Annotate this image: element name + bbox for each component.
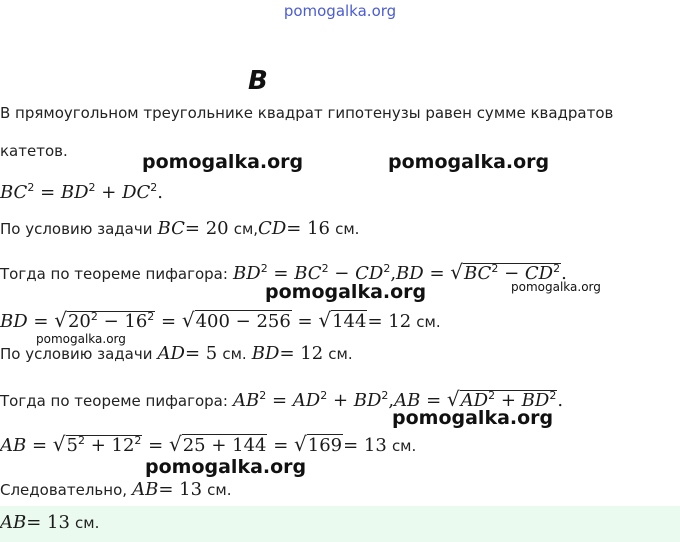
- t1-exp-2: 2: [321, 262, 329, 275]
- c2-r1: 5: [66, 435, 78, 456]
- top-watermark: pomogalka.org: [283, 2, 397, 20]
- c2-sqrt-2: √25 + 144: [168, 432, 267, 456]
- c2-sqrt-1: $√5^2 + 12^2$: [52, 432, 142, 456]
- eq1-dc: DC: [122, 182, 151, 203]
- watermark-6: pomogalka.org: [392, 407, 554, 429]
- t2-end: .: [557, 390, 564, 411]
- watermark-2: pomogalka.org: [388, 151, 550, 173]
- c1-r4: 144: [332, 311, 367, 332]
- conclusion-unit: см.: [207, 481, 232, 499]
- c1-result: = 12: [367, 311, 412, 332]
- var-bc: BC: [157, 218, 185, 239]
- watermark-3: pomogalka.org: [265, 281, 427, 303]
- t2-ab-2: AB: [394, 390, 421, 411]
- condition-prefix-2: По условию задачи: [0, 345, 153, 363]
- calc-line-bd: BD = $√20^2 - 16^2 = √400 - 256 = √144= 12$ см.: [0, 308, 441, 332]
- c2-r4: 169: [307, 435, 343, 456]
- t1-bd-2: BD: [396, 263, 424, 284]
- t1-exp-3: 2: [383, 262, 391, 275]
- t2-bd: BD: [353, 390, 382, 411]
- unit-cm-1: см,: [233, 220, 259, 238]
- t1-bc: BC: [294, 263, 322, 284]
- var-bd: BD: [251, 343, 280, 364]
- c1-r1: 20: [67, 311, 91, 332]
- c2-ab: AB: [0, 435, 27, 456]
- ad-value: = 5: [184, 343, 218, 364]
- var-ad: AD: [157, 343, 185, 364]
- bd-value: = 12: [279, 343, 324, 364]
- c2-r2: 12: [111, 435, 135, 456]
- conclusion-prefix: Следовательно,: [0, 481, 128, 499]
- c1-sqrt-2: √400 − 256: [181, 308, 291, 332]
- answer-ab: AB: [0, 512, 27, 533]
- c2-sqrt-3: √169: [294, 432, 343, 456]
- calc-line-ab: AB = $√5^2 + 12^2 = √25 + 144 = √169= 13$ см.: [0, 432, 417, 456]
- answer-value: = 13: [26, 512, 70, 533]
- cd-value: = 16: [286, 218, 330, 239]
- t1-sqrt: $√BC^2 - CD^2$: [450, 260, 561, 284]
- t1-cd: CD: [355, 263, 384, 284]
- eq1-exp-2: 2: [88, 181, 96, 194]
- watermark-4: pomogalka.org: [511, 280, 601, 294]
- equation-pythagoras-bc: $BC^2 = BD^2 + DC^2$.: [0, 181, 164, 203]
- answer-box: [0, 506, 680, 542]
- t1-root-cd: CD: [524, 263, 554, 284]
- conclusion-value: = 13: [158, 479, 203, 500]
- c2-r3: 25 + 144: [182, 435, 267, 456]
- c1-sqrt-1: $√20^2 - 16^2$: [54, 308, 155, 332]
- eq1-bc: BC: [0, 182, 28, 203]
- theorem-line-2: Тогда по теореме пифагора: $AB^2 = AD^2 + BD^2,AB = √AD^2 + BD^2$.: [0, 387, 564, 411]
- eq1-exp-1: 2: [27, 181, 35, 194]
- bc-value: = 20: [184, 218, 229, 239]
- theorem-prefix-2: Тогда по теореме пифагора:: [0, 392, 228, 410]
- theorem-line-1: Тогда по теореме пифагора: $BD^2 = BC^2 - CD^2,BD = √BC^2 - CD^2$.: [0, 260, 567, 284]
- answer-line: [0, 512, 99, 533]
- watermark-5: pomogalka.org: [36, 332, 126, 346]
- t2-sqrt: $√AD^2 + BD^2$: [446, 387, 557, 411]
- c2-result: = 13: [343, 435, 387, 456]
- paragraph-line-1: В прямоугольном треугольнике квадрат гипотенузы равен сумме квадратов: [0, 104, 614, 122]
- eq1-exp-3: 2: [150, 181, 158, 194]
- watermark-7: pomogalka.org: [145, 456, 307, 478]
- var-cd: CD: [258, 218, 287, 239]
- answer-unit: см.: [75, 514, 100, 532]
- t2-ad: AD: [292, 390, 321, 411]
- c1-unit: см.: [416, 313, 441, 331]
- conclusion-line: [0, 479, 232, 500]
- c2-unit: см.: [391, 437, 417, 455]
- theorem-prefix-1: Тогда по теореме пифагора:: [0, 265, 228, 283]
- c1-sqrt-3: √144: [318, 308, 367, 332]
- c1-r2: 16: [124, 311, 148, 332]
- unit-cm-3: см.: [222, 345, 247, 363]
- t1-root-bc: BC: [464, 263, 492, 284]
- unit-cm-2: см.: [335, 220, 360, 238]
- condition-line-1: [0, 218, 359, 239]
- watermark-1: pomogalka.org: [142, 151, 304, 173]
- c1-bd: BD: [0, 311, 28, 332]
- c1-r3: 400 − 256: [195, 311, 291, 332]
- section-heading: B: [248, 66, 268, 96]
- t1-bd: BD: [233, 263, 261, 284]
- condition-line-2: [0, 343, 353, 364]
- t1-exp-1: 2: [260, 262, 268, 275]
- conclusion-ab: AB: [132, 479, 159, 500]
- unit-cm-4: см.: [328, 345, 353, 363]
- paragraph-line-2: катетов.: [0, 142, 68, 160]
- t2-ab: AB: [233, 390, 260, 411]
- condition-prefix-1: По условию задачи: [0, 220, 153, 238]
- eq1-bd: BD: [60, 182, 89, 203]
